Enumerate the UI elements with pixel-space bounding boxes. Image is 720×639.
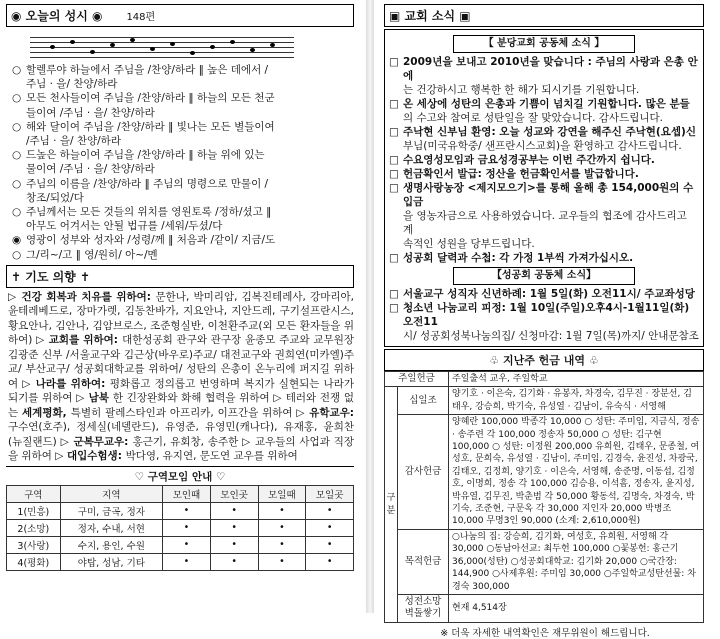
hymn-header (6, 4, 354, 27)
hymn-line-text: /주님 · 을/ 찬양/하라 (26, 135, 121, 148)
offering-details: 주일출석 교우, 주일학교 (449, 372, 704, 387)
news-item-line (389, 153, 699, 167)
news-marker: □ (389, 168, 399, 180)
banner-parish: 【 분당교회 공동체 소식 】 (453, 35, 635, 53)
group-cell: 4(평화) (7, 553, 61, 570)
group-cell: 3(사랑) (7, 536, 61, 553)
prayer-title: ✝ 기도 의향 ✝ (11, 269, 91, 284)
hymn-line (12, 191, 354, 205)
group-header-cell: 모일때 (258, 485, 306, 502)
news-marker (389, 139, 403, 153)
news-marker: □ (389, 182, 399, 194)
news-marker: □ (389, 252, 399, 264)
prayer-text-segment: 평화롭고 정의롭고 번영하며 복지가 실현되는 나라가 되기를 위하여 (8, 377, 354, 405)
news-text: 속적인 성원을 당부드립니다. (403, 238, 535, 250)
hymn-line (12, 148, 354, 162)
hymn-line-text: 영광이 성부와 성자와 /성령/께 ‖ 처음과 /같이/ 지금/도 (26, 234, 276, 247)
news-item-line (389, 237, 699, 251)
hymn-line-text: 물이여 /주님 · 을/ 찬양/하라 (26, 163, 155, 176)
news-marker: □ (389, 98, 399, 110)
group-header-cell: 구역 (7, 485, 61, 502)
news-text: 생명사랑농장 <제지모으기>를 통해 올해 총 154,000원의 수입금 (403, 182, 694, 208)
offering-category: 십일조 (398, 387, 449, 415)
news-item-line (389, 111, 699, 125)
table-row (385, 529, 704, 594)
hymn-line (12, 63, 354, 77)
hymn-marker (12, 106, 26, 120)
hymn-line (12, 120, 354, 134)
gubun-cell: 구분 (385, 387, 398, 622)
group-cell: 야탑, 성남, 기타 (60, 553, 162, 570)
group-header-cell: 지역 (60, 485, 162, 502)
hymn-marker: ○ (12, 248, 22, 261)
prayer-heading: ▷ 교회를 위하여: (36, 334, 123, 347)
hymn-line-text: 아무도 어겨서는 안될 법규를 /세워/두셨/다 (26, 220, 223, 233)
group-cell: 1(민흥) (7, 502, 61, 519)
news-marker (389, 83, 403, 97)
offering-details: 양기호 · 이은숙, 김기화 · 유봉자, 차경숙, 김무진 · 장분선, 김태우, 강승희, 박기숙, 유성열 · 김남이, 유숙식 · 서영해 (449, 387, 704, 415)
news-marker (389, 209, 403, 237)
hymn-line (12, 219, 354, 233)
news-text: 는 건강하시고 행복한 한 해가 되시기를 기원합니다. (403, 84, 640, 96)
hymn-line-text: 드높은 하늘이여 주님을 /찬양/하라 ‖ 하늘 위에 있는 (26, 149, 265, 162)
hymn-title: ◉ 오늘의 성시 ◉ (11, 9, 103, 23)
offering-category: 감사헌금 (398, 415, 449, 530)
news-item-line (389, 97, 699, 111)
hymn-line (12, 205, 354, 219)
group-cell: • (210, 502, 258, 519)
offering-details: 현재 4,514장 (449, 594, 704, 622)
group-cell: • (210, 536, 258, 553)
hymn-line-text: 들이여 /주님 · 을/ 찬양/하라 (26, 106, 155, 119)
hymn-line-text: 할렐루야 하늘에서 주님을 /찬양/하라 ‖ 높은 데에서 / (26, 64, 269, 76)
table-row (7, 502, 354, 519)
news-item-line (389, 181, 699, 209)
news-text: 수요영성모임과 금요성경공부는 이번 주간까지 쉽니다. (403, 154, 655, 166)
news-marker (389, 329, 403, 343)
news-item-line (389, 167, 699, 181)
prayer-heading: 세계평화, (22, 406, 71, 419)
prayer-heading: ▷ 대입수험생: (55, 450, 126, 463)
hymn-text (12, 63, 354, 262)
group-cell: 2(소망) (7, 519, 61, 536)
group-cell: • (306, 519, 354, 536)
hymn-line-text: 창조/되었/다 (26, 191, 84, 204)
news-title: ▣ 교회 소식 ▣ (389, 9, 471, 23)
table-row (7, 519, 354, 536)
offering-category: 주일헌금 (385, 372, 449, 387)
table-row (385, 372, 704, 387)
right-page (380, 0, 710, 639)
table-row (7, 536, 354, 553)
news-text: 성공회 달력과 수첩: 각 가정 1부씩 가져가십시오. (403, 252, 634, 264)
hymn-marker: ○ (12, 64, 22, 76)
prayer-text-segment: 구수연(호주), 정세실(네델란드), 유영준, 유영민(캐나다), 유재홍, 윤희찬(뉴질랜드) (8, 421, 354, 448)
group-header-cell: 모인곳 (210, 485, 258, 502)
hymn-line (12, 177, 354, 191)
music-staff-icon (30, 31, 354, 61)
group-cell: • (258, 553, 306, 570)
prayer-text-segment: 문한나, 박미리암, 김복진테레사, 강마리아, 윤테레베드로, 장마가렛, 김동찬바가, 지요안나, 지안드레, 구기설프란시스, 황요안나, 김안나, 김암브로스, 조준형실반, 이천환주교(외 모든 환자들을 위하여) (8, 290, 355, 347)
group-table-wrap (6, 485, 354, 571)
hymn-line (12, 233, 354, 247)
hymn-marker (12, 219, 26, 233)
prayer-heading: ▷ (242, 435, 255, 448)
news-item-line (389, 55, 699, 83)
prayer-text-segment: 특별히 팔레스타인과 아프리카, 이프간을 위하여 (70, 406, 297, 419)
prayer-text-segment: 테러와 전쟁 없는 (8, 392, 354, 419)
news-marker (389, 111, 403, 125)
hymn-line (12, 248, 354, 262)
news-box (384, 29, 704, 347)
hymn-line-text: 모든 천사들이여 주님을 /찬양/하라 ‖ 하늘의 모든 천군 (26, 92, 275, 105)
hymn-marker: ○ (12, 120, 22, 133)
news-item-line (389, 301, 699, 329)
table-row (385, 594, 704, 622)
group-cell: • (163, 536, 211, 553)
news-marker: □ (389, 302, 399, 314)
prayer-text-segment: 홍근기, 유회창, 송주한 (132, 435, 243, 448)
prayer-heading: ▷ 유학교우: (296, 406, 354, 419)
prayer-header (6, 265, 354, 288)
hymn-line-text: 주님 · 을/ 찬양/하라 (26, 78, 118, 91)
group-header-cell: 모인때 (163, 485, 211, 502)
group-header-cell: 모일곳 (306, 485, 354, 502)
offering-category: 목적헌금 (398, 529, 449, 594)
prayer-heading: ▷ 건강 회복과 치유를 위하여: (8, 290, 156, 303)
group-cell: • (306, 553, 354, 570)
hymn-line-text: 해와 달이여 주님을 /찬양/하라 ‖ 빛나는 모든 별들이여 (26, 120, 275, 133)
group-table-header (7, 485, 354, 502)
prayer-text-segment: 교우들의 사업과 직장을 위하여 (8, 435, 355, 463)
news-marker (389, 237, 403, 251)
group-cell: • (210, 519, 258, 536)
news-text: 헌금확인서 발급: 정산을 헌금확인서를 발급합니다. (403, 168, 639, 180)
news-list-anglican (389, 287, 699, 343)
group-cell: 정자, 수내, 서현 (60, 519, 162, 536)
hymn-marker (12, 191, 26, 205)
hymn-line-text: 주님께서는 모든 것들의 위치를 영원토록 /정하/셨고 ‖ (26, 206, 272, 219)
hymn-line (12, 162, 354, 176)
table-row (385, 415, 704, 530)
hymn-marker (12, 77, 26, 91)
news-item-line (389, 251, 699, 265)
news-item-line (389, 209, 699, 237)
hymn-number: 148편 (126, 12, 156, 23)
group-cell: • (163, 502, 211, 519)
hymn-marker (12, 134, 26, 148)
news-item-line (389, 287, 699, 301)
group-cell: 수지, 용인, 수원 (60, 536, 162, 553)
offering-details: ○나눔의 집: 강승희, 김기화, 여성호, 유희원, 서영해 각 30,000 ○동남아선교: 최두헌 100,000 ○꽃봉헌: 홍근기 36,000(성탄) ○성공회대학교: 김기화 20,000 ○국간장: 144,900 ○사제후원: 주미임 30,000 ○주일학교성탄선물: 차경숙 300,000 (449, 529, 704, 594)
prayer-heading: ▷ 나라를 위하여: (22, 377, 110, 390)
prayer-text-segment: 박다영, 유지연, 문도연 교우를 위하여 (125, 450, 298, 463)
group-cell: • (163, 553, 211, 570)
news-text: 2009년을 보내고 2010년을 맞습니다 : 주님의 사랑과 은총 안에 (403, 56, 698, 82)
news-marker: □ (389, 288, 399, 300)
prayer-text-segment: 한 긴장완화와 화해 협력을 위하여 (112, 392, 274, 405)
group-cell: • (258, 519, 306, 536)
group-cell: 구미, 금곡, 정자 (60, 502, 162, 519)
news-marker: □ (389, 154, 399, 166)
news-text: 주낙현 신부님 환영: 오늘 성교와 강연을 해주신 주낙현(요셉)신 (403, 126, 696, 138)
news-text: 부님(미국유학중/ 샌프란시스교회)을 환영하고 감사드립니다. (403, 140, 682, 152)
news-item-line (389, 125, 699, 139)
news-item-line (389, 139, 699, 153)
prayer-text-segment: 대한성공회 관구와 관구장 윤종모 주교와 교무원장 김광준 신부 /서울교구와 김근상(바우로)주교/ 대전교구와 권희연(미카엘)주교/ 부산교구/ 성공회대학교를 위하여/ 성탄의 은총이 온누리에 퍼지길 위하여 (8, 334, 354, 390)
hymn-line (12, 106, 354, 120)
group-cell: • (258, 502, 306, 519)
group-cell: • (163, 519, 211, 536)
prayer-text (8, 290, 354, 464)
prayer-heading: ▷ 군복무교우: (60, 435, 133, 448)
hymn-line-text: 그/리~/고 ‖ 영/원히/ 아~/멘 (26, 248, 158, 261)
banner-anglican: 【성공회 공동체 소식】 (453, 267, 635, 285)
group-cell: • (258, 536, 306, 553)
news-marker: □ (389, 56, 399, 68)
hymn-marker: ○ (12, 177, 22, 190)
hymn-line (12, 134, 354, 148)
news-text: 시/ 성공회성북나눔의집/ 신청마감: 1월 7일(목)까지/ 안내문참조 (403, 330, 699, 342)
hymn-line (12, 91, 354, 105)
group-cell: • (306, 502, 354, 519)
group-cell: • (210, 553, 258, 570)
news-marker: □ (389, 126, 399, 138)
news-header (384, 4, 704, 27)
left-page (0, 0, 360, 613)
news-text: 의 수고와 참여로 성탄일을 잘 맞았습니다. 감사드립니다. (403, 112, 663, 124)
news-text: 을 영농자금으로 사용하였습니다. 교우들의 협조에 감사드리고 계 (403, 210, 687, 236)
news-item-line (389, 329, 699, 343)
hymn-marker: ○ (12, 92, 22, 105)
offering-table (384, 371, 704, 623)
group-title: ♡ 구역모임 안내 ♡ (6, 466, 354, 484)
table-row (7, 553, 354, 570)
hymn-marker: ◉ (12, 234, 22, 247)
footnote: ※ 더욱 자세한 내역확인은 재무위원이 해드립니다. (440, 627, 650, 639)
offering-details: 양혜란 100,000 박종각 10,000 ○ 성탄: 주미임, 지금식, 정송 · 송주련 각 100,000 정송자 50,000 ○ 성탄: 김구현 100,000 ○ 성탄: 이정원 200,000 유희원, 김태우, 문종철, 여성호, 문희숙, 유성열 · 김남이, 주미임, 김경숙, 윤진성, 차광국, 김태오, 김정희, 양기호 · 이은숙, 서영해, 송준명, 이동섭, 김정호, 이명희, 정송 각 100,000 김승용, 이석흠, 정송자, 윤지성, 박유열, 김무진, 박춘범 각 50,000 황동석, 김명숙, 차경숙, 박기숙, 조준현, 구문옥 각 30,000 지인자 20,000 박병조 10,000 무명3인 90,000 (소계: 2,610,000원) (449, 415, 704, 530)
news-item-line (389, 83, 699, 97)
prayer-heading: ▷ (273, 392, 286, 405)
group-cell: • (306, 536, 354, 553)
hymn-marker: ○ (12, 149, 22, 162)
page-fold (366, 0, 374, 613)
hymn-marker (12, 162, 26, 176)
hymn-line (12, 77, 354, 91)
news-text: 청소년 나눔교리 피정: 1월 10일(주일)오후4시-1월11일(화)오전11 (403, 302, 690, 328)
table-row (385, 387, 704, 415)
group-table (6, 485, 354, 571)
prayer-heading: ▷ 남북 (76, 392, 113, 405)
news-list-parish (389, 55, 699, 265)
hymn-line-text: 주님의 이름을 /찬양/하라 ‖ 주님의 명령으로 만물이 / (26, 177, 269, 190)
news-text: 온 세상에 성탄의 은총과 기쁨이 넘치길 기원합니다. 많은 분들 (403, 98, 690, 110)
news-text: 서울교구 성직자 신년하례: 1월 5일(화) 오전11시/ 주교좌성당 (403, 288, 695, 300)
offering-category: 성전소망벽돌쌓기 (398, 594, 449, 622)
offering-title: ♧ 지난주 헌금 내역 ♧ (384, 349, 704, 371)
hymn-marker: ○ (12, 206, 22, 219)
